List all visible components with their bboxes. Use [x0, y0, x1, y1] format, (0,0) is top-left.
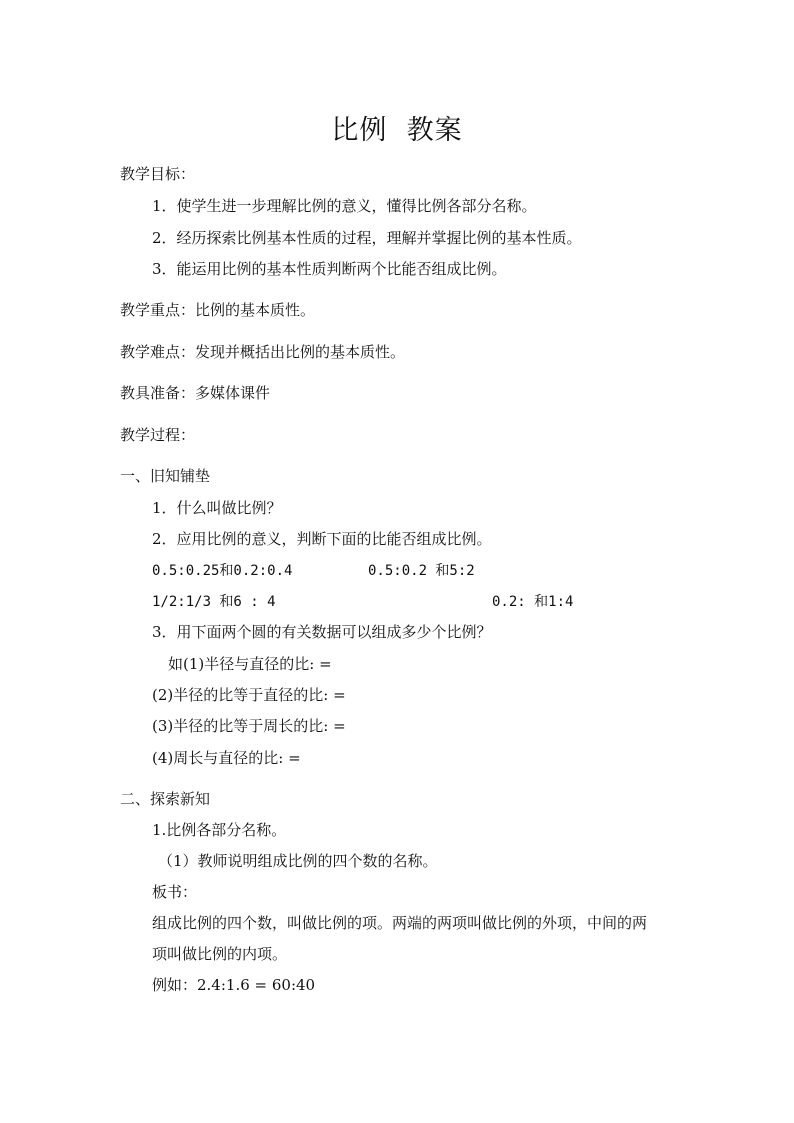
board-text-line-1: 组成比例的四个数，叫做比例的项。两端的两项叫做比例的外项，中间的两 — [152, 914, 648, 932]
difficulty: 教学难点：发现并概括出比例的基本质性。 — [120, 343, 406, 361]
section1-question-1: 1．什么叫做比例？ — [152, 499, 282, 517]
ratio-pair-4: 0.2: 和1:4 — [492, 594, 574, 610]
section1-question-3: 3．用下面两个圆的有关数据可以组成多少个比例？ — [152, 623, 492, 641]
objectives-heading: 教学目标： — [120, 165, 196, 183]
section1-question-2: 2．应用比例的意义，判断下面的比能否组成比例。 — [152, 530, 492, 548]
circle-ratio-4: (4)周长与直径的比: = — [152, 749, 301, 767]
ratio-pair-3: 1/2:1/3 和6 : 4 — [152, 594, 276, 610]
example-line: 例如：2.4:1.6 = 60:40 — [152, 976, 316, 994]
objective-item-3: 3．能运用比例的基本性质判断两个比能否组成比例。 — [152, 260, 507, 278]
objective-item-2: 2．经历探索比例基本性质的过程，理解并掌握比例的基本性质。 — [152, 229, 582, 247]
section2-heading: 二、探索新知 — [120, 790, 211, 808]
ratio-pair-2: 0.5:0.2 和5:2 — [368, 563, 475, 579]
circle-ratio-3: (3)半径的比等于周长的比: = — [152, 717, 346, 735]
objective-item-1: 1．使学生进一步理解比例的意义，懂得比例各部分名称。 — [152, 197, 537, 215]
key-point: 教学重点：比例的基本质性。 — [120, 301, 316, 319]
section2-item-1-sub: （1）教师说明组成比例的四个数的名称。 — [158, 852, 438, 870]
board-text-line-2: 项叫做比例的内项。 — [152, 945, 288, 963]
board-label: 板书： — [152, 883, 198, 901]
process-heading: 教学过程： — [120, 426, 196, 444]
circle-ratio-1: 如(1)半径与直径的比: = — [168, 655, 332, 673]
circle-ratio-2: (2)半径的比等于直径的比: = — [152, 686, 346, 704]
materials: 教具准备：多媒体课件 — [120, 384, 271, 402]
ratio-pair-1: 0.5:0.25和0.2:0.4 — [152, 563, 293, 579]
document-title: 比例 教案 — [331, 115, 463, 146]
section2-item-1: 1.比例各部分名称。 — [152, 821, 287, 839]
section1-heading: 一、旧知铺垫 — [120, 467, 211, 485]
